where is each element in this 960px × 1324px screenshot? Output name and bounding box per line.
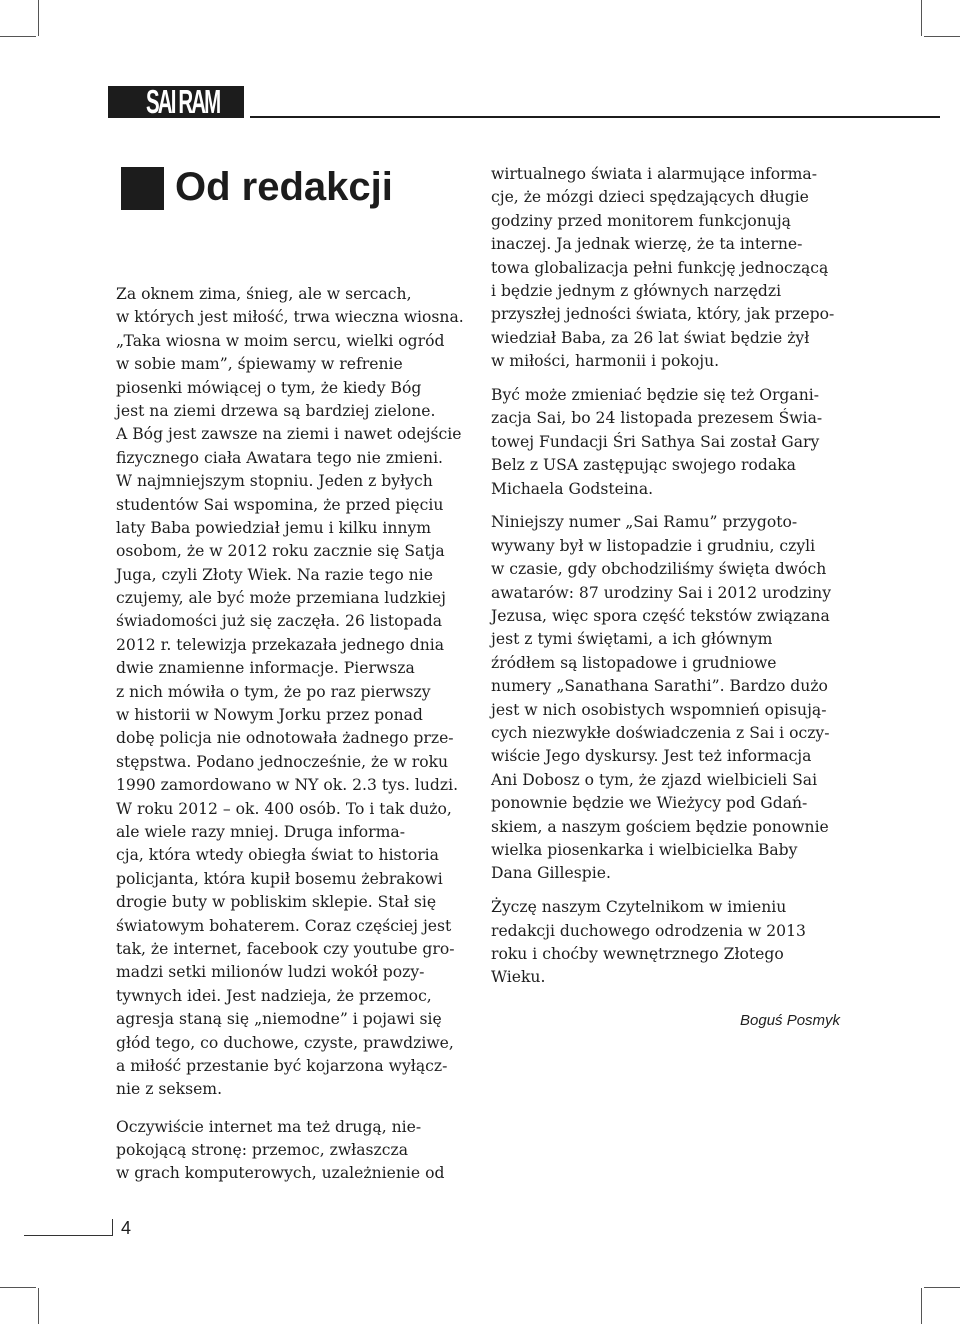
crop-mark-top-left xyxy=(38,0,39,36)
paragraph-gap xyxy=(491,374,851,385)
text-line: cja, która wtedy obiegła świat to historia xyxy=(116,846,439,865)
text-line: towej Fundacji Śri Sathya Sai został Gary xyxy=(491,432,820,451)
text-line: Wieku. xyxy=(491,968,546,987)
text-line: źródłem są listopadowe i grudniowe xyxy=(491,653,777,672)
paragraph-gap xyxy=(116,1102,481,1116)
text-line: stępstwa. Podano jednocześnie, że w roku xyxy=(116,752,449,771)
text-line: Dana Gillespie. xyxy=(491,864,611,883)
text-line: jest na ziemi drzewa są bardziej zielone. xyxy=(116,401,436,420)
text-line: w których jest miłość, trwa wieczna wiosna. xyxy=(116,308,464,327)
author-signature: Boguś Posmyk xyxy=(740,1012,841,1029)
crop-mark-right-top xyxy=(924,36,960,37)
title-marker-square xyxy=(121,167,164,210)
text-line: wywany był w listopadzie i grudniu, czyli xyxy=(491,536,816,555)
text-line: w grach komputerowych, uzależnienie od xyxy=(116,1164,445,1183)
text-line: cje, że mózgi dzieci spędzających długie xyxy=(491,188,809,207)
text-line: tak, że internet, facebook czy youtube gro- xyxy=(116,939,455,958)
text-line: W najmniejszym stopniu. Jeden z byłych xyxy=(116,472,433,491)
text-line: Oczywiście internet ma też drugą, nie- xyxy=(116,1117,422,1136)
text-line: W roku 2012 – ok. 400 osób. To i tak dużo, xyxy=(116,799,452,818)
paragraph-gap xyxy=(491,501,851,512)
text-line: wirtualnego świata i alarmujące informa- xyxy=(491,165,817,183)
text-line: a miłość przestanie być kojarzona wyłącz- xyxy=(116,1056,448,1075)
left-column xyxy=(116,283,481,1186)
crop-mark-bottom-right xyxy=(921,1288,922,1324)
text-line: towa globalizacja pełni funkcję jednoczącą xyxy=(491,258,829,277)
text-line: w sobie mam”, śpiewamy w refrenie xyxy=(116,355,403,374)
page-title: Od redakcji xyxy=(175,165,393,209)
text-line: Być może zmieniać będzie się też Organi- xyxy=(491,386,820,405)
text-line: z nich mówiła o tym, że po raz pierwszy xyxy=(116,682,431,701)
crop-mark-bottom-left xyxy=(38,1288,39,1324)
text-line: świadomości już się zaczęła. 26 listopada xyxy=(116,612,443,631)
text-line: wielka piosenkarka i wielbicielka Baby xyxy=(491,840,798,859)
text-line: głód tego, co duchowe, czyste, prawdziwe, xyxy=(116,1033,454,1052)
text-line: policjanta, która kupił bosemu żebrakowi xyxy=(116,869,443,888)
crop-mark-left-bottom xyxy=(0,1287,36,1288)
text-line: pokojącą stronę: przemoc, zwłaszcza xyxy=(116,1141,409,1160)
crop-mark-top-right xyxy=(921,0,922,36)
text-line: jest w nich osobistych wspomnień opisują- xyxy=(491,700,827,719)
crop-mark-left-top xyxy=(0,36,36,37)
text-line: inaczej. Ja jednak wierzę, że ta interne- xyxy=(491,235,803,254)
text-line: Juga, czyli Złoty Wiek. Na razie tego nie xyxy=(116,565,433,584)
text-line: Niniejszy numer „Sai Ramu” przygoto- xyxy=(491,513,798,532)
text-line: w miłości, harmonii i pokoju. xyxy=(491,352,720,371)
text-line: dwie znamienne informacje. Pierwsza xyxy=(116,659,415,678)
text-line: jest z tymi świętami, a ich głównym xyxy=(491,630,773,649)
page-number: 4 xyxy=(121,1218,132,1238)
paragraph xyxy=(491,896,851,990)
paragraph xyxy=(491,163,851,374)
text-line: światowym bohaterem. Coraz częściej jest xyxy=(116,916,452,935)
paragraph xyxy=(491,384,851,501)
header-logo: SAI RAM xyxy=(146,83,220,120)
footer-rule xyxy=(24,1235,112,1236)
text-line: A Bóg jest zawsze na ziemi i nawet odejście xyxy=(116,425,462,444)
text-line: laty Baba powiedział jemu i kilku innym xyxy=(116,518,432,537)
text-line: „Taka wiosna w moim sercu, wielki ogród xyxy=(116,331,445,350)
text-line: zacja Sai, bo 24 listopada prezesem Świa- xyxy=(491,409,823,428)
paragraph-gap xyxy=(491,886,851,897)
text-line: madzi setki milionów ludzi wokół pozy- xyxy=(116,963,425,982)
text-line: redakcji duchowego odrodzenia w 2013 xyxy=(491,921,806,940)
text-line: w czasie, gdy obchodziliśmy święta dwóch xyxy=(491,560,827,579)
text-line: studentów Sai wspomina, że przed pięciu xyxy=(116,495,444,514)
text-line: dobę policja nie odnotowała żadnego prze- xyxy=(116,729,454,748)
text-line: skiem, a naszym gościem będzie ponownie xyxy=(491,817,829,836)
text-line: Za oknem zima, śnieg, ale w sercach, xyxy=(116,285,412,303)
text-line: ale wiele razy mniej. Druga informa- xyxy=(116,822,405,841)
text-line: agresja staną się „niemodne” i pojawi się xyxy=(116,1010,442,1029)
text-line: Życzę naszym Czytelnikom w imieniu xyxy=(491,898,787,917)
text-line: 2012 r. telewizja przekazała jednego dnia xyxy=(116,635,445,654)
text-line: tywnych idei. Jest nadzieja, że przemoc, xyxy=(116,986,432,1005)
text-line: fizycznego ciała Awatara tego nie zmieni. xyxy=(116,448,444,467)
text-line: 1990 zamordowano w NY ok. 2.3 tys. ludzi. xyxy=(116,776,459,795)
text-line: Belz z USA zastępując swojego rodaka xyxy=(491,456,796,475)
text-line: piosenki mówiącej o tym, że kiedy Bóg xyxy=(116,378,422,397)
text-line: godziny przed monitorem funkcjonują xyxy=(491,211,791,230)
text-line: Jezusa, więc spora część tekstów związana xyxy=(491,607,830,626)
text-line: w historii w Nowym Jorku przez ponad xyxy=(116,706,423,725)
paragraph xyxy=(116,1116,481,1186)
text-line: cych niezwykłe doświadczenia z Sai i oczy- xyxy=(491,723,830,742)
text-line: Michaela Godsteina. xyxy=(491,479,654,498)
text-line: awatarów: 87 urodziny Sai i 2012 urodziny xyxy=(491,583,832,602)
paragraph xyxy=(116,283,481,1102)
text-line: wiedział Baba, za 26 lat świat będzie żył xyxy=(491,328,810,347)
crop-mark-right-bottom xyxy=(924,1287,960,1288)
footer-divider xyxy=(112,1219,113,1236)
text-line: roku i choćby wewnętrznego Złotego xyxy=(491,945,784,963)
text-line: i będzie jednym z głównych narzędzi xyxy=(491,281,782,300)
text-line: osobom, że w 2012 roku zacznie się Satja xyxy=(116,542,445,561)
text-line: ponownie będzie we Wieżycy pod Gdań- xyxy=(491,794,808,813)
text-line: przyszłej jedności świata, który, jak przepo- xyxy=(491,305,835,324)
right-column xyxy=(491,163,851,990)
text-line: Ani Dobosz o tym, że zjazd wielbicieli Sai xyxy=(491,770,818,789)
paragraph xyxy=(491,511,851,885)
text-line: czujemy, ale być może przemiana ludzkiej xyxy=(116,589,446,608)
text-line: numery „Sanathana Sarathi”. Bardzo dużo xyxy=(491,677,828,696)
text-line: nie z seksem. xyxy=(116,1080,223,1099)
text-line: wiście Jego dyskursy. Jest też informacja xyxy=(491,747,812,766)
text-line: drogie buty w pobliskim sklepie. Stał się xyxy=(116,893,437,912)
header-rule xyxy=(250,116,940,118)
